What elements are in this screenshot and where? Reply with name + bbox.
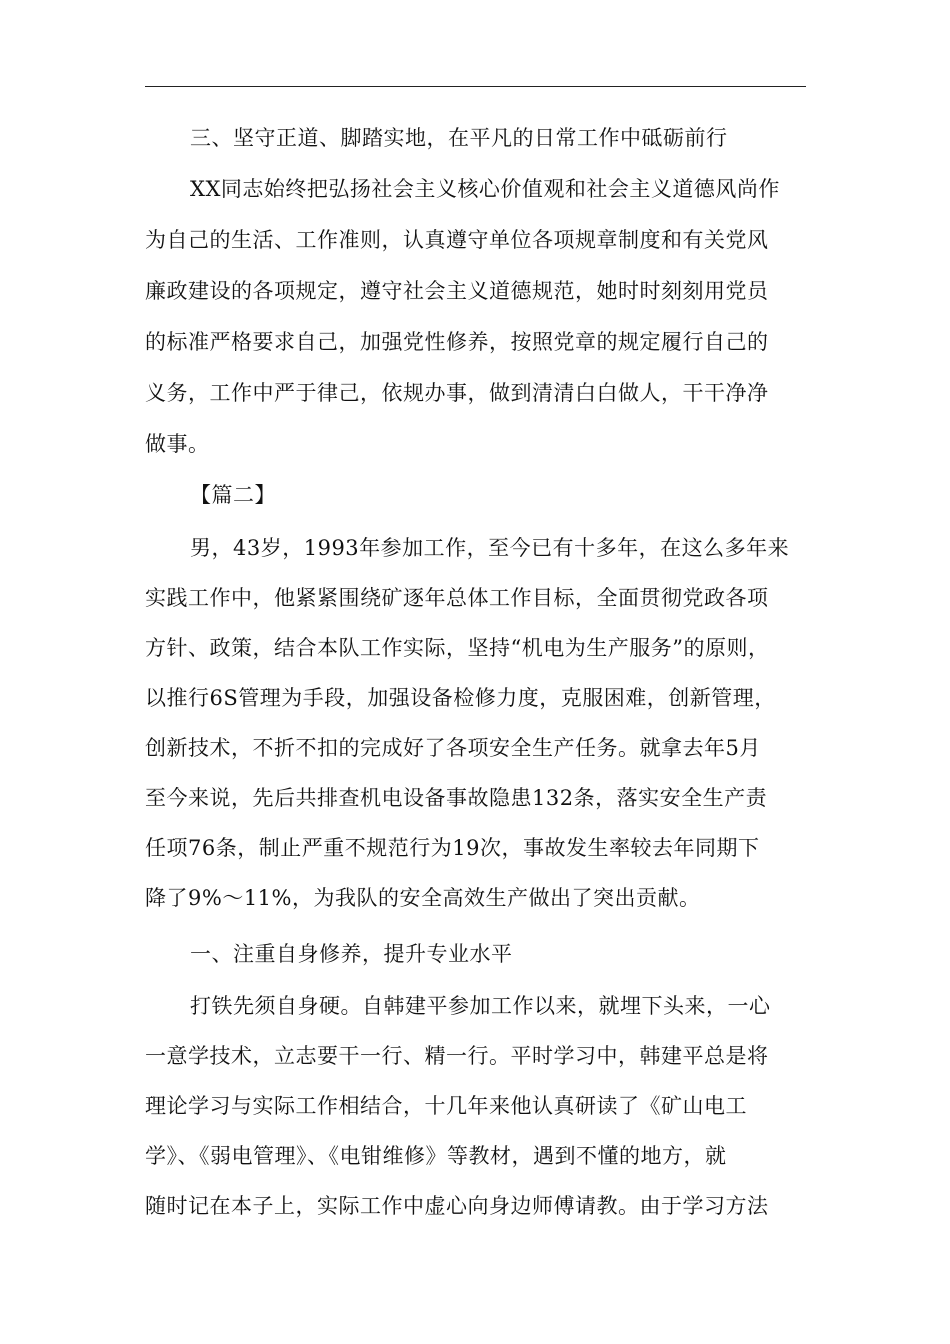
paragraph-line: 随时记在本子上，实际工作中虚心向身边师傅请教。由于学习方法 — [145, 1194, 769, 1218]
paragraph-line: 打铁先须自身硬。自韩建平参加工作以来，就埋下头来，一心 — [190, 994, 771, 1018]
paragraph-line: 男，43岁，1993年参加工作，至今已有十多年，在这么多年来 — [190, 536, 790, 560]
paragraph-line: 方针、政策，结合本队工作实际，坚持“机电为生产服务”的原则， — [145, 636, 770, 660]
header-rule — [145, 86, 806, 87]
paragraph-line: 创新技术，不折不扣的完成好了各项安全生产任务。就拿去年5月 — [145, 736, 761, 760]
paragraph-line: 理论学习与实际工作相结合，十几年来他认真研读了《矿山电工 — [145, 1094, 747, 1118]
section-heading-3: 三、坚守正道、脚踏实地，在平凡的日常工作中砥砺前行 — [190, 126, 728, 150]
paragraph-line: XX同志始终把弘扬社会主义核心价值观和社会主义道德风尚作 — [190, 177, 780, 201]
paragraph-line: 降了9%～11%，为我队的安全高效生产做出了突出贡献。 — [145, 886, 701, 910]
paragraph-line: 一意学技术，立志要干一行、精一行。平时学习中，韩建平总是将 — [145, 1044, 769, 1068]
paragraph-line: 廉政建设的各项规定，遵守社会主义道德规范，她时时刻刻用党员 — [145, 279, 769, 303]
paragraph-line: 任项76条，制止严重不规范行为19次，事故发生率较去年同期下 — [145, 836, 760, 860]
section-heading-1: 一、注重自身修养，提升专业水平 — [190, 942, 513, 966]
paragraph-line: 为自己的生活、工作准则，认真遵守单位各项规章制度和有关党风 — [145, 228, 769, 252]
paragraph-line: 以推行6S管理为手段，加强设备检修力度，克服困难，创新管理， — [145, 686, 776, 710]
paragraph-line: 至今来说，先后共排查机电设备事故隐患132条，落实安全生产责 — [145, 786, 768, 810]
paragraph-line: 做事。 — [145, 432, 210, 456]
paragraph-line: 义务，工作中严于律己，依规办事，做到清清白白做人，干干净净 — [145, 381, 769, 405]
paragraph-line: 实践工作中，他紧紧围绕矿逐年总体工作目标，全面贯彻党政各项 — [145, 586, 769, 610]
part-heading: 【篇二】 — [190, 483, 276, 507]
paragraph-line: 的标准严格要求自己，加强党性修养，按照党章的规定履行自己的 — [145, 330, 769, 354]
paragraph-line: 学》、《弱电管理》、《电钳维修》等教材，遇到不懂的地方，就 — [145, 1144, 727, 1168]
